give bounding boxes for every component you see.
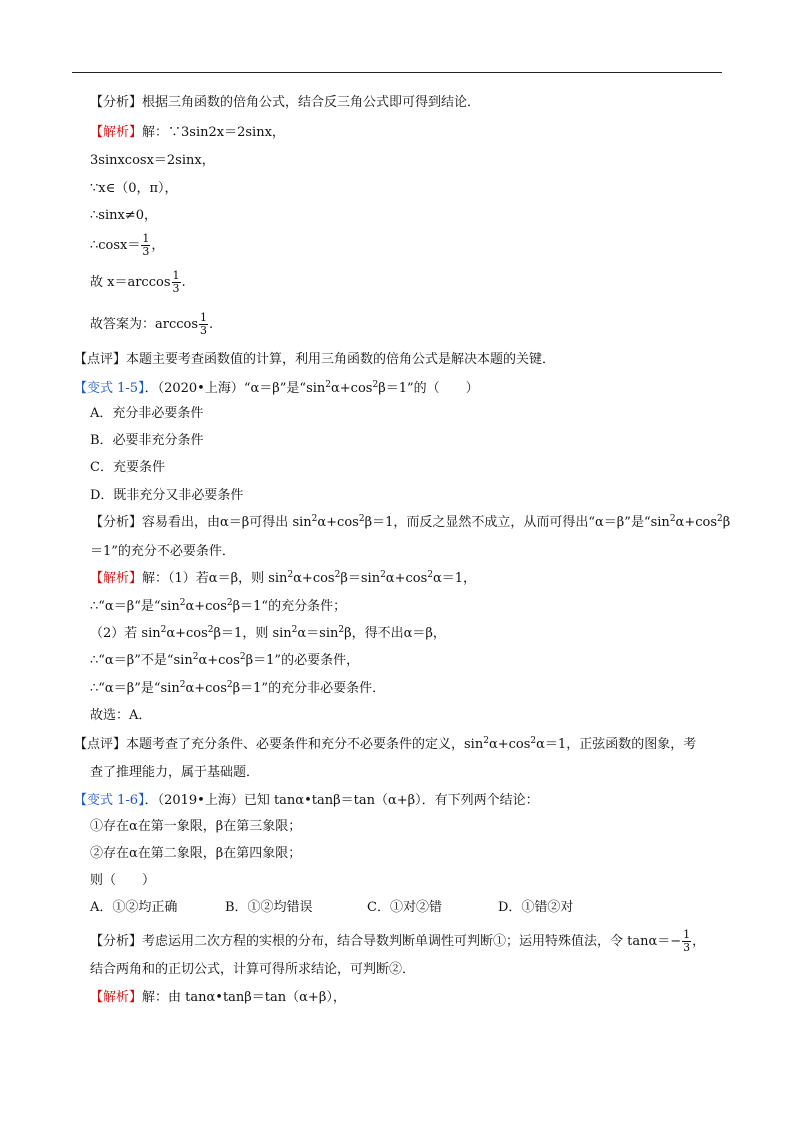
option-d: D．①错②对 [498,900,574,915]
step-line-fraction: ∴cosx＝ $\frac{1}{3}$ ， [90,232,165,258]
fraction: $\frac{1}{3}$ [200,311,208,337]
fraction: $\frac{1}{3}$ [172,269,180,295]
analysis-line: 【分析】根据三角函数的倍角公式，结合反三角公式即可得到结论． [90,95,481,110]
fraction: $\frac{1}{3}$ [142,232,150,258]
analysis-tag: 【分析】 [90,515,143,530]
step-line-fraction: 故 x＝arccos $\frac{1}{3}$ . [90,269,186,295]
option-b: B．①②均错误 [225,900,313,915]
solution-line: 【解析】解：由 tanα•tanβ＝tan（α+β）， [90,990,346,1005]
statement-2: ②存在α在第二象限，β在第四象限； [90,846,302,861]
option-c: C．充要条件 [90,460,165,475]
step-line: ∴“α＝β“是“$\sin^2\alpha+\cos^2\beta=1“$的充分条件； [90,598,347,614]
header-rule [72,72,722,73]
option-a: A．①②均正确 [90,900,178,915]
statement-1: ①存在α在第一象限，β在第三象限； [90,819,302,834]
option-b: B．必要非充分条件 [90,433,204,448]
step-line: ∵x∈（0，π）， [90,181,178,196]
analysis-line-cont: ＝1”的充分不必要条件． [90,544,235,559]
variant-1-6-heading: 【变式 1-6】．（2019•上海）已知 tanα•tanβ＝tan（α+β）．有下列两个结论： [74,793,539,808]
step-line: ∴sinx≠0， [90,208,157,223]
variant-tag: 【变式 1-5】 [74,381,145,396]
fraction: $\frac{1}{3}$ [683,928,691,954]
answer-line: 故选：A． [90,708,152,723]
question-stem: 则（ ） [90,873,156,888]
comment-line: 【点评】本题考查了充分条件、必要条件和充分不必要条件的定义，$\sin^2\alpha+\cos^2\alpha=1$，正弦函数的图象，考 [74,736,697,752]
option-c: C．①对②错 [367,900,442,915]
solution-line: 【解析】解：∵3sin2x＝2sinx， [90,125,285,140]
step-line: 3sinxcosx＝2sinx， [90,153,215,168]
analysis-line: 【分析】容易看出，由α＝β可得出 $\sin^2\alpha+\cos^2\beta=1$，而反之显然不成立，从而可得出“α＝β”是“$\sin^2\alpha+\cos^2\beta$ [90,514,731,530]
step-line: ∴“α＝β”是“$\sin^2\alpha+\cos^2\beta=1$”的充分非必要条件． [90,680,386,696]
step-line: （2）若 $\sin^2\alpha+\cos^2\beta=1$，则 $\sin^2\alpha=\sin^2\beta$，得不出α＝β， [90,625,446,641]
answer-line: 故答案为：arccos $\frac{1}{3}$ . [90,311,214,337]
comment-line: 【点评】本题主要考查函数值的计算，利用三角函数的倍角公式是解决本题的关键． [74,352,556,367]
variant-tag: 【变式 1-6】 [74,793,145,808]
analysis-tag: 【分析】 [90,934,143,949]
solution-tag: 【解析】 [90,571,143,586]
analysis-line: 【分析】考虑运用二次方程的实根的分布，结合导数判断单调性可判断①；运用特殊值法，令 tanα＝− $\frac{1}{3}$ ， [90,928,706,954]
option-d: D．既非充分又非必要条件 [90,488,244,503]
solution-line: 【解析】解：（1）若α＝β，则 $\sin^2\alpha+\cos^2\beta=\sin^2\alpha+\cos^2\alpha=1$， [90,570,477,586]
analysis-line-cont: 结合两角和的正切公式，计算可得所求结论，可判断②． [90,962,416,977]
option-a: A．充分非必要条件 [90,406,204,421]
comment-line-cont: 查了推理能力，属于基础题． [90,765,260,780]
solution-tag: 【解析】 [90,125,143,140]
solution-tag: 【解析】 [90,990,143,1005]
comment-tag: 【点评】 [74,737,127,752]
variant-1-5-heading: 【变式 1-5】．（2020•上海）“α＝β”是“$\sin^2\alpha+\cos^2\beta=1$”的（ ） [74,380,479,396]
step-line: ∴“α＝β”不是“$\sin^2\alpha+\cos^2\beta=1$”的必要条件， [90,652,360,668]
analysis-tag: 【分析】 [90,95,143,110]
comment-tag: 【点评】 [74,352,127,367]
